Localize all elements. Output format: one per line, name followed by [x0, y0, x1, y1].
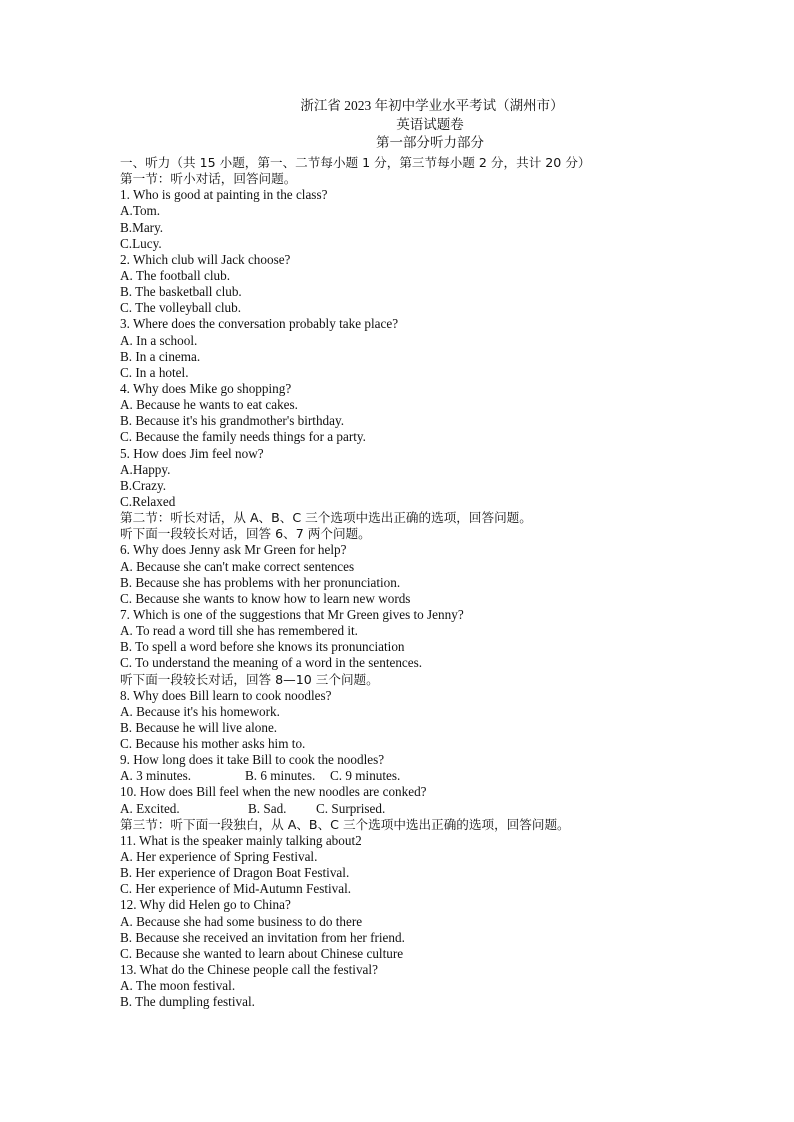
question-5-stem: 5. How does Jim feel now? [120, 445, 264, 461]
question-6-stem: 6. Why does Jenny ask Mr Green for help? [120, 542, 347, 558]
question-7-option-c: C. To understand the meaning of a word in the sentences. [120, 655, 423, 671]
question-3-option-b: B. In a cinema. [120, 348, 201, 364]
question-3-option-c: C. In a hotel. [120, 364, 189, 380]
question-1-option-b: B.Mary. [120, 219, 164, 235]
question-9-option-c: C. 9 minutes. [330, 768, 401, 784]
question-11-option-b: B. Her experience of Dragon Boat Festival. [120, 865, 350, 881]
question-7-stem: 7. Which is one of the suggestions that Mr Green gives to Jenny? [120, 606, 464, 622]
question-5-option-b: B.Crazy. [120, 477, 167, 493]
question-8-option-a: A. Because it's his homework. [120, 703, 280, 719]
question-7-option-b: B. To spell a word before she knows its pronunciation [120, 639, 405, 655]
question-12-option-a: A. Because she had some business to do there [120, 913, 363, 929]
question-10-options [120, 801, 780, 817]
question-9-stem: 9. How long does it take Bill to cook the noodles? [120, 752, 385, 768]
exam-subtitle: 英语试题卷 [396, 117, 464, 132]
question-6-option-b: B. Because she has problems with her pronunciation. [120, 574, 401, 590]
section-heading: 一、听力（共 15 小题，第一、二节每小题 1 分，第三节每小题 2 分，共计 20 分） [120, 155, 591, 170]
part2-intro-6-7: 听下面一段较长对话，回答 6、7 两个问题。 [120, 526, 371, 542]
question-6-option-a: A. Because she can't make correct sentences [120, 558, 355, 574]
question-10-option-a: A. Excited. [120, 800, 180, 816]
question-10-stem: 10. How does Bill feel when the new noodles are conked? [120, 784, 427, 800]
question-12-option-c: C. Because she wanted to learn about Chinese culture [120, 945, 404, 961]
question-1-option-a: A.Tom. [120, 203, 161, 219]
question-10-option-b: B. Sad. [248, 800, 287, 816]
question-13-stem: 13. What do the Chinese people call the festival? [120, 962, 378, 978]
question-9-option-b: B. 6 minutes. [245, 768, 316, 784]
question-10-option-c: C. Surprised. [316, 800, 386, 816]
exam-part-title: 第一部分听力部分 [376, 135, 484, 150]
question-9-options [120, 768, 780, 784]
question-3-option-a: A. In a school. [120, 332, 198, 348]
part3-heading: 第三节：听下面一段独白，从 A、B、C 三个选项中选出正确的选项，回答问题。 [120, 816, 570, 832]
question-8-option-b: B. Because he will live alone. [120, 719, 278, 735]
part2-heading: 第二节：听长对话，从 A、B、C 三个选项中选出正确的选项，回答问题。 [120, 510, 532, 526]
question-1-stem: 1. Who is good at painting in the class? [120, 187, 328, 203]
part2-intro-8-10: 听下面一段较长对话，回答 8—10 三个问题。 [120, 671, 379, 687]
question-12-stem: 12. Why did Helen go to China? [120, 897, 291, 913]
question-4-option-a: A. Because he wants to eat cakes. [120, 397, 298, 413]
part1-heading: 第一节：听小对话，回答问题。 [120, 171, 297, 187]
question-12-option-b: B. Because she received an invitation from her friend. [120, 929, 405, 945]
question-2-option-c: C. The volleyball club. [120, 300, 241, 316]
question-4-option-b: B. Because it's his grandmother's birthday. [120, 413, 345, 429]
exam-body [120, 155, 780, 1010]
question-13-option-a: A. The moon festival. [120, 978, 236, 994]
question-13-option-b: B. The dumpling festival. [120, 994, 255, 1010]
exam-title: 浙江省 2023 年初中学业水平考试（湖州市） [300, 98, 564, 113]
question-2-stem: 2. Which club will Jack choose? [120, 251, 291, 267]
exam-header [0, 96, 794, 152]
question-2-option-b: B. The basketball club. [120, 284, 242, 300]
question-5-option-c: C.Relaxed [120, 493, 176, 509]
question-4-stem: 4. Why does Mike go shopping? [120, 380, 292, 396]
question-8-stem: 8. Why does Bill learn to cook noodles? [120, 687, 332, 703]
question-7-option-a: A. To read a word till she has remembered it. [120, 623, 358, 639]
question-2-option-a: A. The football club. [120, 267, 230, 283]
question-11-option-c: C. Her experience of Mid-Autumn Festival. [120, 881, 352, 897]
question-1-option-c: C.Lucy. [120, 235, 162, 251]
question-11-stem: 11. What is the speaker mainly talking about2 [120, 832, 362, 848]
question-11-option-a: A. Her experience of Spring Festival. [120, 849, 318, 865]
question-9-option-a: A. 3 minutes. [120, 768, 192, 784]
question-4-option-c: C. Because the family needs things for a party. [120, 429, 366, 445]
question-6-option-c: C. Because she wants to know how to learn new words [120, 590, 411, 606]
question-5-option-a: A.Happy. [120, 461, 171, 477]
question-3-stem: 3. Where does the conversation probably take place? [120, 316, 399, 332]
question-8-option-c: C. Because his mother asks him to. [120, 736, 306, 752]
